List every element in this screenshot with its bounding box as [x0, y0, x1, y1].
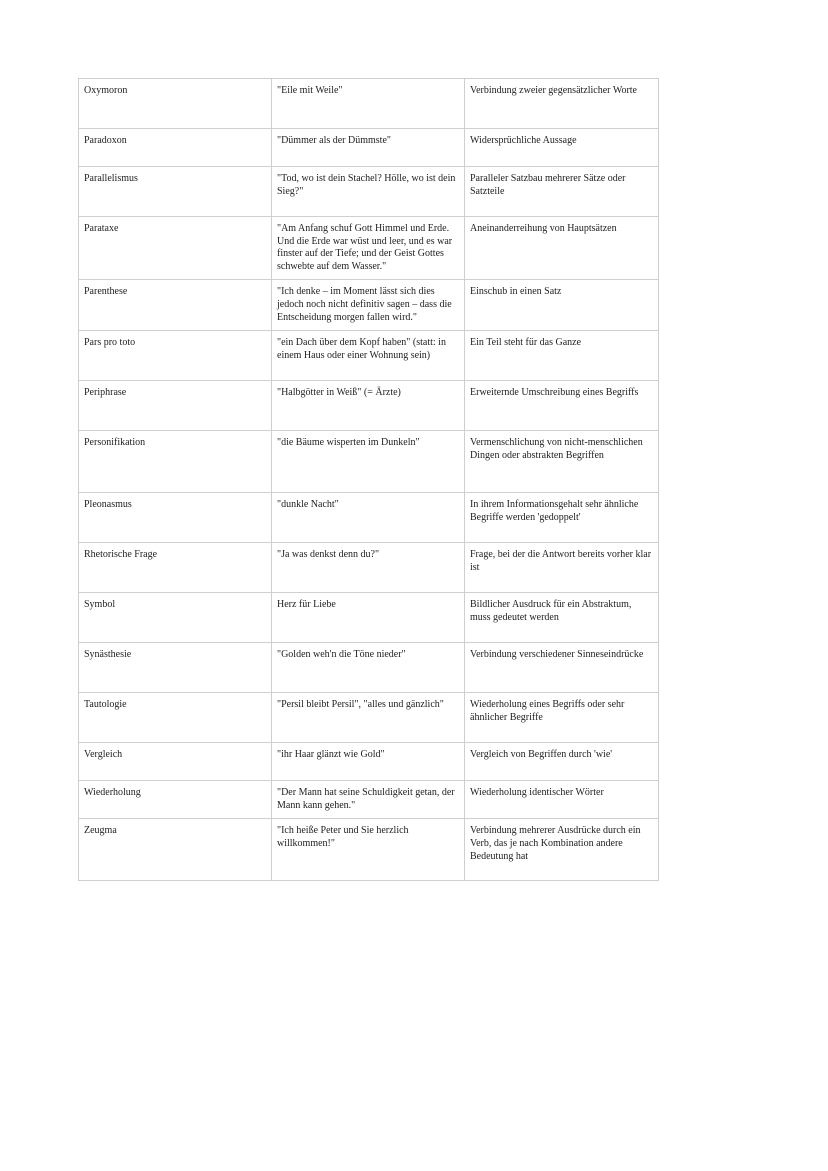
term-cell: Paradoxon: [79, 129, 272, 167]
example-cell: "Der Mann hat seine Schuldigkeit getan, der Mann kann gehen.": [272, 781, 465, 819]
example-cell: "die Bäume wisperten im Dunkeln": [272, 431, 465, 493]
table-row: [79, 493, 659, 543]
example-cell: "ihr Haar glänzt wie Gold": [272, 743, 465, 781]
term-cell: Symbol: [79, 593, 272, 643]
term-cell: Periphrase: [79, 381, 272, 431]
example-cell: "Tod, wo ist dein Stachel? Hölle, wo ist dein Sieg?": [272, 167, 465, 217]
table-row: [79, 543, 659, 593]
example-cell: "Dümmer als der Dümmste": [272, 129, 465, 167]
definition-cell: Bildlicher Ausdruck für ein Abstraktum, muss gedeutet werden: [465, 593, 659, 643]
definition-cell: Widersprüchliche Aussage: [465, 129, 659, 167]
table-row: [79, 217, 659, 280]
definition-cell: Aneinanderreihung von Hauptsätzen: [465, 217, 659, 280]
example-cell: "Golden weh'n die Töne nieder": [272, 643, 465, 693]
example-cell: "Ich heiße Peter und Sie herzlich willkommen!": [272, 819, 465, 881]
term-cell: Parataxe: [79, 217, 272, 280]
example-cell: "Am Anfang schuf Gott Himmel und Erde. Und die Erde war wüst und leer, und es war finster auf der Tiefe; und der Geist Gottes schwebte auf dem Wasser.": [272, 217, 465, 280]
definition-cell: Erweiternde Umschreibung eines Begriffs: [465, 381, 659, 431]
definition-cell: Wiederholung eines Begriffs oder sehr ähnlicher Begriffe: [465, 693, 659, 743]
table-row: [79, 129, 659, 167]
definition-cell: Verbindung mehrerer Ausdrücke durch ein Verb, das je nach Kombination andere Bedeutung hat: [465, 819, 659, 881]
table-row: [79, 79, 659, 129]
term-cell: Pars pro toto: [79, 331, 272, 381]
example-cell: "Ja was denkst denn du?": [272, 543, 465, 593]
term-cell: Rhetorische Frage: [79, 543, 272, 593]
definition-cell: Paralleler Satzbau mehrerer Sätze oder Satzteile: [465, 167, 659, 217]
definition-cell: Frage, bei der die Antwort bereits vorher klar ist: [465, 543, 659, 593]
example-cell: "ein Dach über dem Kopf haben" (statt: in einem Haus oder einer Wohnung sein): [272, 331, 465, 381]
term-cell: Zeugma: [79, 819, 272, 881]
term-cell: Synästhesie: [79, 643, 272, 693]
definition-cell: Ein Teil steht für das Ganze: [465, 331, 659, 381]
term-cell: Oxymoron: [79, 79, 272, 129]
definition-cell: Wiederholung identischer Wörter: [465, 781, 659, 819]
definition-cell: Einschub in einen Satz: [465, 280, 659, 331]
term-cell: Parallelismus: [79, 167, 272, 217]
table-row: [79, 781, 659, 819]
example-cell: Herz für Liebe: [272, 593, 465, 643]
example-cell: "Halbgötter in Weiß" (= Ärzte): [272, 381, 465, 431]
table-row: [79, 280, 659, 331]
example-cell: "Ich denke – im Moment lässt sich dies jedoch noch nicht definitiv sagen – dass die Entscheidung morgen fallen wird.": [272, 280, 465, 331]
term-cell: Parenthese: [79, 280, 272, 331]
example-cell: "Eile mit Weile": [272, 79, 465, 129]
term-cell: Wiederholung: [79, 781, 272, 819]
definition-cell: Vermenschlichung von nicht-menschlichen Dingen oder abstrakten Begriffen: [465, 431, 659, 493]
table-row: [79, 693, 659, 743]
term-cell: Tautologie: [79, 693, 272, 743]
term-cell: Vergleich: [79, 743, 272, 781]
table-row: [79, 643, 659, 693]
rhetorical-figures-table: [78, 78, 659, 881]
definition-cell: In ihrem Informationsgehalt sehr ähnliche Begriffe werden 'gedoppelt': [465, 493, 659, 543]
table-row: [79, 819, 659, 881]
table-row: [79, 167, 659, 217]
table-row: [79, 331, 659, 381]
definition-cell: Verbindung verschiedener Sinneseindrücke: [465, 643, 659, 693]
table-row: [79, 743, 659, 781]
example-cell: "dunkle Nacht": [272, 493, 465, 543]
example-cell: "Persil bleibt Persil", "alles und gänzlich": [272, 693, 465, 743]
term-cell: Personifikation: [79, 431, 272, 493]
table-row: [79, 381, 659, 431]
table-row: [79, 431, 659, 493]
term-cell: Pleonasmus: [79, 493, 272, 543]
table-row: [79, 593, 659, 643]
definition-cell: Vergleich von Begriffen durch 'wie': [465, 743, 659, 781]
definition-cell: Verbindung zweier gegensätzlicher Worte: [465, 79, 659, 129]
